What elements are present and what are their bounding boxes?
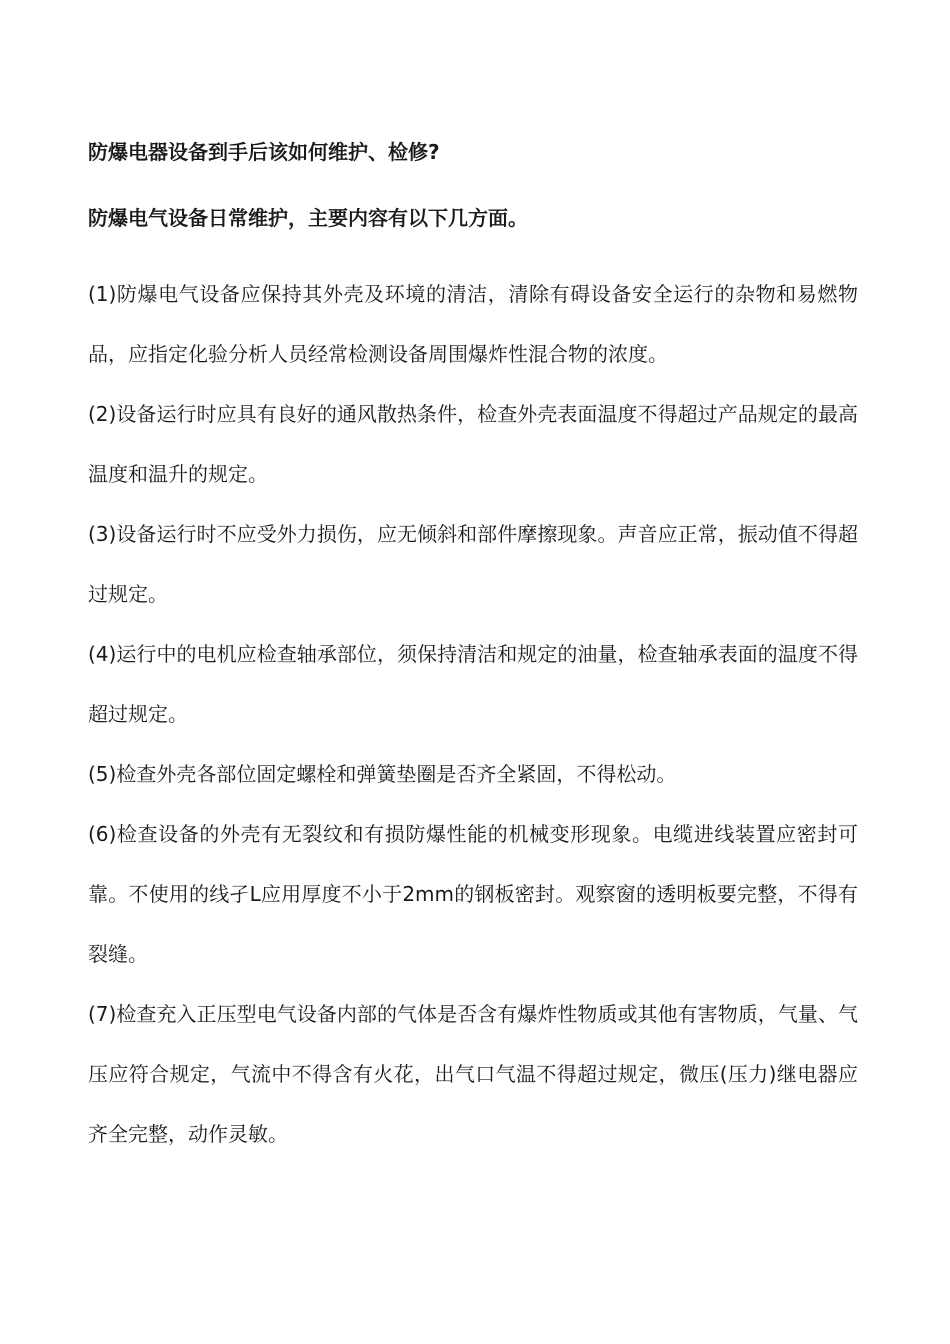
list-item: (5)检查外壳各部位固定螺栓和弹簧垫圈是否齐全紧固，不得松动。 <box>88 762 677 786</box>
list-item: (3)设备运行时不应受外力损伤，应无倾斜和部件摩擦现象。声音应正常，振动值不得超过规定。 <box>88 522 858 606</box>
list-item: (2)设备运行时应具有良好的通风散热条件，检查外壳表面温度不得超过产品规定的最高温度和温升的规定。 <box>88 402 858 486</box>
list-item: (7)检查充入正压型电气设备内部的气体是否含有爆炸性物质或其他有害物质，气量、气压应符合规定，气流中不得含有火花，出气口气温不得超过规定，微压(压力)继电器应齐全完整，动作灵敏。 <box>88 1002 858 1146</box>
document-subtitle: 防爆电气设备日常维护，主要内容有以下几方面。 <box>88 206 528 230</box>
list-item: (4)运行中的电机应检查轴承部位，须保持清洁和规定的油量，检查轴承表面的温度不得超过规定。 <box>88 642 858 726</box>
document-body <box>88 130 858 1164</box>
document-title: 防爆电器设备到手后该如何维护、检修? <box>88 140 440 164</box>
list-item: (6)检查设备的外壳有无裂纹和有损防爆性能的机械变形现象。电缆进线装置应密封可靠。不使用的线孑L应用厚度不小于2mm的钢板密封。观察窗的透明板要完整，不得有裂缝。 <box>88 822 858 966</box>
list-item: (1)防爆电气设备应保持其外壳及环境的清洁，清除有碍设备安全运行的杂物和易燃物品，应指定化验分析人员经常检测设备周围爆炸性混合物的浓度。 <box>88 282 858 366</box>
